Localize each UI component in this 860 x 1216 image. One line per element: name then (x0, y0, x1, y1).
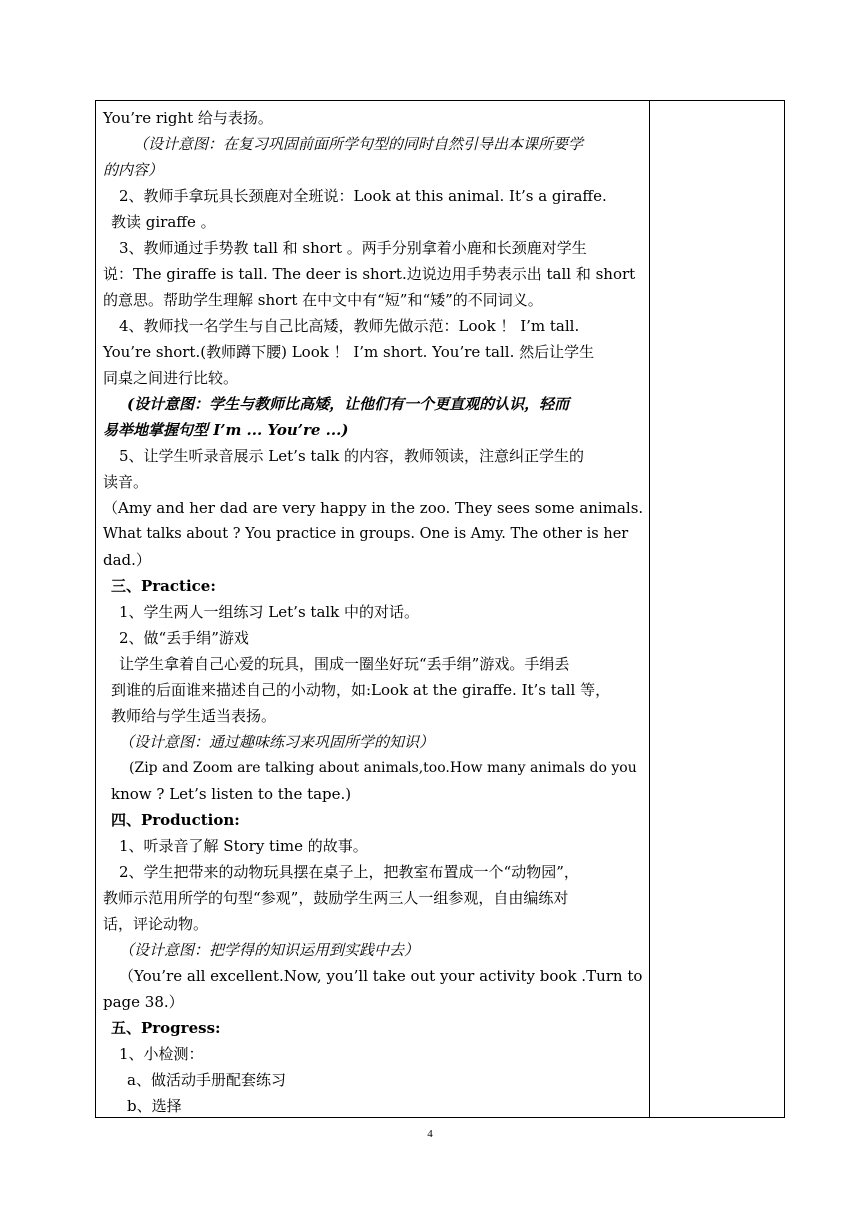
text-line: 教师示范用所学的句型“参观”，鼓励学生两三人一组参观，自由编练对 (103, 889, 569, 907)
section-heading: 三、Practice: (111, 577, 216, 595)
lesson-content-cell (103, 105, 645, 1119)
text-line: 话，评论动物。 (103, 915, 209, 933)
text-line: What talks about ? You practice in groups. One is Amy. The other is her (103, 526, 629, 542)
text-line: 5、让学生听录音展示 Let’s talk 的内容，教师领读，注意纠正学生的 (119, 447, 585, 465)
text-line: a、做活动手册配套练习 (127, 1071, 286, 1089)
text-line: 1、学生两人一组练习 Let’s talk 中的对话。 (119, 603, 420, 621)
text-line: 到谁的后面谁来描述自己的小动物，如:Look at the giraffe. It’s tall 等， (111, 681, 611, 699)
section-heading: 四、Production: (111, 811, 240, 829)
text-line: （You’re all excellent.Now, you’ll take out your activity book .Turn to (119, 967, 643, 985)
design-intent-line: （设计意图：在复习巩固前面所学句型的同时自然引导出本课所要学 (133, 135, 584, 153)
text-line: You’re short.(教师蹲下腰) Look ！ I’m short. You’re tall. 然后让学生 (103, 343, 595, 361)
design-intent-line: （设计意图：把学得的知识运用到实践中去） (119, 941, 420, 959)
page-number: 4 (427, 1128, 433, 1140)
design-intent-line: （设计意图：通过趣味练习来巩固所学的知识） (119, 733, 435, 751)
text-line: 1、小检测： (119, 1045, 204, 1063)
design-intent-line: 的内容） (103, 161, 164, 179)
text-line: 3、教师通过手势教 tall 和 short 。两手分别拿着小鹿和长颈鹿对学生 (119, 239, 587, 257)
lesson-plan-table (95, 100, 785, 1118)
text-line: 读音。 (103, 473, 149, 491)
text-line: (Zip and Zoom are talking about animals,too.How many animals do you (129, 760, 637, 776)
text-line: dad.） (103, 551, 151, 569)
text-line: know ? Let’s listen to the tape.) (111, 785, 352, 803)
text-line: b、选择 (127, 1097, 182, 1115)
design-intent-line: 易举地掌握句型 I’m ... You’re ...) (103, 421, 349, 439)
text-line: 让学生拿着自己心爱的玩具，围成一圈坐好玩“丢手绢”游戏。手绢丢 (119, 655, 570, 673)
text-line: 的意思。帮助学生理解 short 在中文中有“短”和“矮”的不同词义。 (103, 291, 543, 309)
text-line: 1、听录音了解 Story time 的故事。 (119, 837, 368, 855)
section-heading: 五、Progress: (111, 1019, 221, 1037)
text-line: 教师给与学生适当表扬。 (111, 707, 277, 725)
design-intent-line: (设计意图：学生与教师比高矮，让他们有一个更直观的认识，轻而 (127, 395, 570, 413)
text-line: 教读 giraffe 。 (111, 213, 216, 231)
text-line: （Amy and her dad are very happy in the zoo. They sees some animals. (103, 499, 644, 517)
text-line: You’re right 给与表扬。 (103, 109, 273, 127)
text-line: 4、教师找一名学生与自己比高矮，教师先做示范：Look ！ I’m tall. (119, 317, 580, 335)
text-line: page 38.） (103, 993, 184, 1011)
column-divider (649, 101, 650, 1117)
text-line: 2、做“丢手绢”游戏 (119, 629, 249, 647)
text-line: 2、学生把带来的动物玩具摆在桌子上，把教室布置成一个“动物园”， (119, 863, 579, 881)
text-line: 同桌之间进行比较。 (103, 369, 239, 387)
text-line: 2、教师手拿玩具长颈鹿对全班说：Look at this animal. It’s a giraffe. (119, 187, 607, 205)
text-line: 说：The giraffe is tall. The deer is short.边说边用手势表示出 tall 和 short (103, 265, 636, 283)
